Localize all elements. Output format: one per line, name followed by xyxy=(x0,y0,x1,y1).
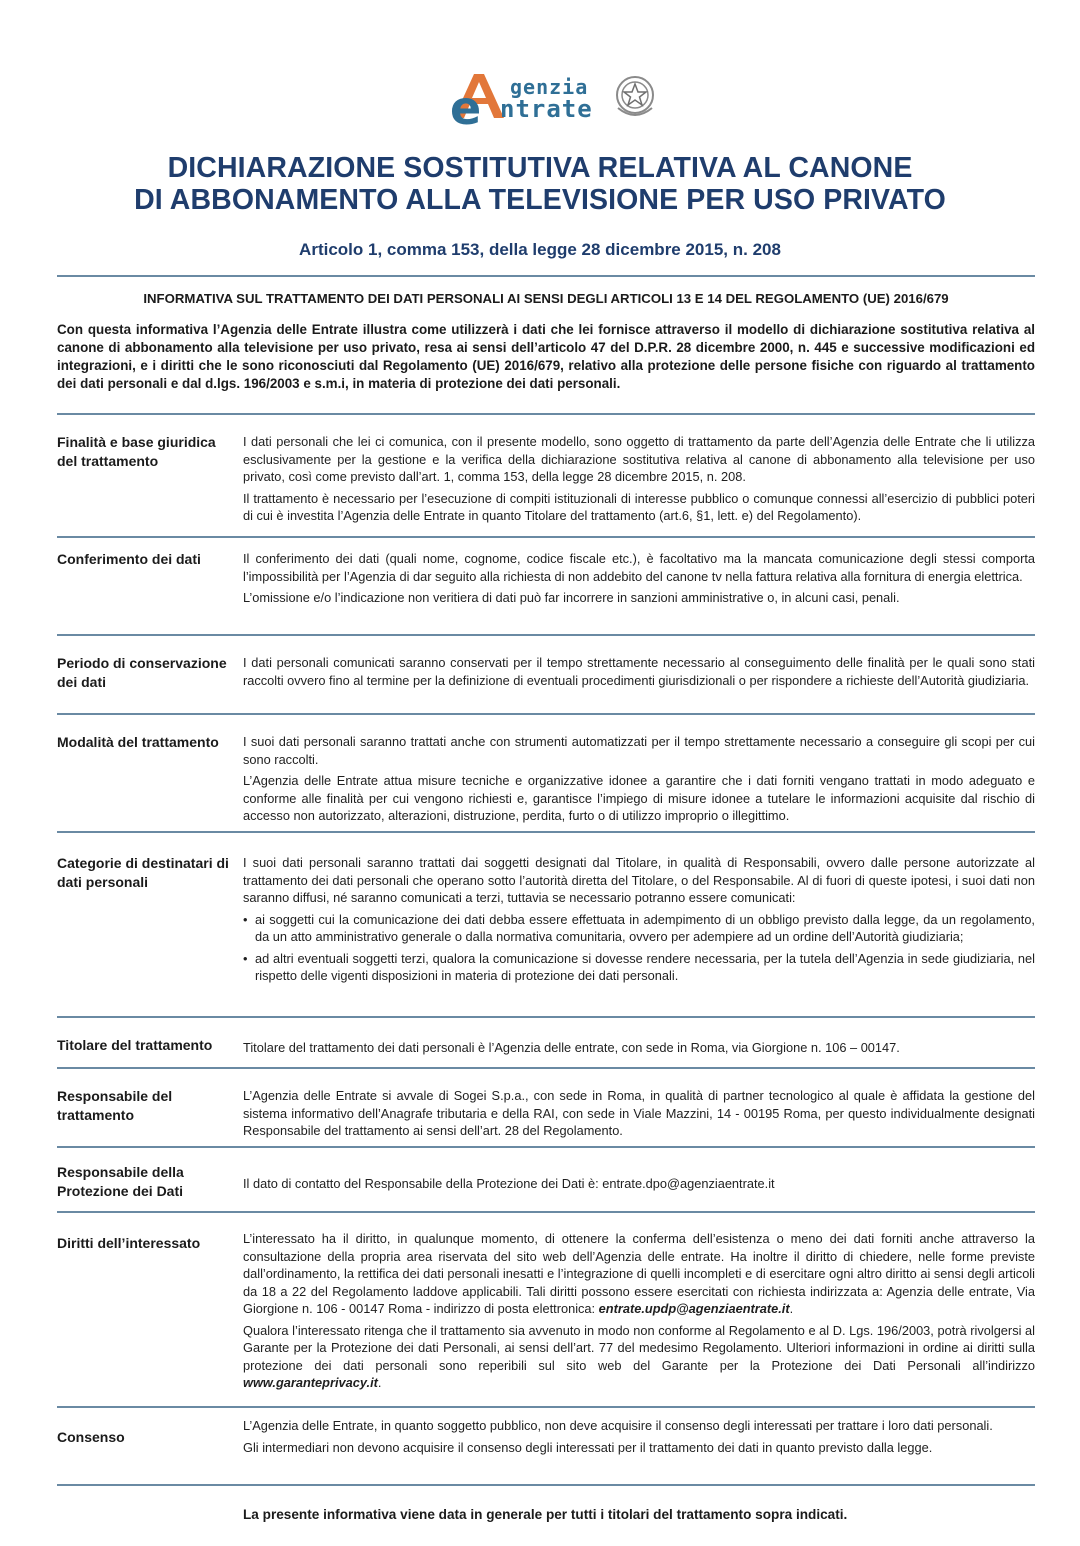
list-item: • ai soggetti cui la comunicazione dei dati debba essere effettuata in adempimento di un obbligo previsto dalla legge, da un regolamento, da un atto amministrativo generale o dalla normativa comunitaria, ovvero per adempiere ad un ordine dell’Autorità giudiziaria; xyxy=(243,911,1035,946)
title-line-2: DI ABBONAMENTO ALLA TELEVISIONE PER USO PRIVATO xyxy=(134,184,946,216)
agenzia-entrate-logo xyxy=(444,70,664,130)
paragraph: L’omissione e/o l’indicazione non veritiera di dati può far incorrere in sanzioni amministrative o, in alcuni casi, penali. xyxy=(243,590,900,605)
divider xyxy=(57,1067,1035,1069)
paragraph: I dati personali comunicati saranno conservati per il tempo strettamente necessario al conseguimento delle finalità per le quali sono stati raccolti ovvero fino al termine per la definizione di eventuali procedimenti giurisdizionali o per rispondere a richieste dell’Autorità giudiziaria. xyxy=(243,655,1035,688)
website-link[interactable]: www.garanteprivacy.it xyxy=(243,1375,378,1390)
divider xyxy=(57,831,1035,833)
section-label: Diritti dell’interessato xyxy=(57,1235,201,1251)
paragraph: L’Agenzia delle Entrate attua misure tecniche e organizzative idonee a garantire che i dati forniti vengano trattati in modo adeguato e conforme alle finalità per cui vengono richiesti e, garantisce l’impiego di misure idonee a tutelare le informazioni acquisite dal rischio di accesso non autorizzato, alterazioni, distruzione, perdita, furto o di utilizzo improprio o illegittimo. xyxy=(243,773,1035,823)
paragraph: Il conferimento dei dati (quali nome, cognome, codice fiscale etc.), è facoltativo ma la mancata comunicazione degli stessi comporta l’impossibilità per l’Agenzia di dar seguito alla richiesta di non addebito del canone tv nella fattura relativa alla fornitura di energia elettrica. xyxy=(243,551,1035,584)
section-content xyxy=(243,1230,1035,1396)
section-label: Titolare del trattamento xyxy=(57,1037,213,1053)
logo-line-1: genzia xyxy=(510,75,589,99)
paragraph xyxy=(243,1322,1035,1392)
paragraph: I suoi dati personali saranno trattati dai soggetti designati dal Titolare, in qualità di Responsabili, ovvero dalle persone autorizzate al trattamento dei dati personali che operano sotto l’autorità diretta del Titolare, o del Responsabile. Al di fuori di queste ipotesi, i suoi dati non saranno diffusi, né saranno comunicati a terzi, tuttavia se necessario potranno essere comunicati: xyxy=(243,855,1035,905)
paragraph: I dati personali che lei ci comunica, con il presente modello, sono oggetto di trattamento da parte dell’Agenzia delle Entrate che li utilizza esclusivamente per la gestione e la verifica della dichiarazione sostitutiva relativa al canone di abbonamento alla televisione per uso privato, così come previsto dall’art. 1, comma 153, della legge 28 dicembre 2015, n. 208. xyxy=(243,434,1035,484)
section-label: Consenso xyxy=(57,1429,125,1445)
divider xyxy=(57,634,1035,636)
title-line-1: DICHIARAZIONE SOSTITUTIVA RELATIVA AL CANONE xyxy=(167,152,913,184)
paragraph-end: . xyxy=(377,1375,382,1390)
divider xyxy=(57,1211,1035,1213)
paragraph: Gli intermediari non devono acquisire il consenso degli interessati per il trattamento dei dati in quanto previsto dalla legge. xyxy=(243,1439,933,1455)
section-content xyxy=(243,1175,1035,1197)
section-content xyxy=(243,733,1035,829)
section-label: Finalità e base giuridica del trattamento xyxy=(57,434,216,469)
informativa-intro: Con questa informativa l’Agenzia delle Entrate illustra come utilizzerà i dati che lei fornisce attraverso il modello di dichiarazione sostitutiva relativa al canone di abbonamento alla televisione per uso privato, resa ai sensi dell’articolo 47 del D.P.R. 28 dicembre 2000, n. 445 e successive modificazioni ed integrazioni, e i diritti che le sono riconosciuti dal Regolamento (UE) 2016/679, relativo alla protezione delle persone fisiche con riguardo al trattamento dei dati personali e dal d.lgs. 196/2003 e s.m.i, in materia di protezione dei dati personali. xyxy=(57,322,1035,391)
email-link[interactable]: entrate.updp@agenziaentrate.it xyxy=(598,1301,790,1316)
bullet-list xyxy=(243,911,1035,985)
section-content xyxy=(243,1417,1035,1460)
divider xyxy=(57,1484,1035,1486)
paragraph-text: Qualora l’interessato ritenga che il trattamento sia avvenuto in modo non conforme al Regolamento e al D. Lgs. 196/2003, potrà rivolgersi al Garante per la Protezione dei dati Personali, ai sensi dell’art. 77 del medesimo Regolamento. Ulteriori informazioni in ordine ai diritti sulla protezione dei dati personali sono reperibili sul sito web del Garante per la Protezione dei Dati Personali all’indirizzo xyxy=(243,1322,1035,1373)
paragraph: I suoi dati personali saranno trattati anche con strumenti automatizzati per il tempo strettamente necessario a conseguire gli scopi per cui sono raccolti. xyxy=(243,734,1035,767)
divider xyxy=(57,713,1035,715)
logo-letter-e: e xyxy=(450,81,482,126)
paragraph: L’Agenzia delle Entrate, in quanto soggetto pubblico, non deve acquisire il consenso degli interessati per trattare i loro dati personali. xyxy=(243,1418,993,1433)
paragraph: Il trattamento è necessario per l’esecuzione di compiti istituzionali di interesse pubblico o comunque connessi all’esercizio di pubblici poteri di cui è investita l’Agenzia delle Entrate in quanto Titolare del trattamento (art.6, §1, lett. e) del Regolamento). xyxy=(243,490,1035,523)
logo-line-2: ntrate xyxy=(500,95,593,123)
list-item: • ad altri eventuali soggetti terzi, qualora la comunicazione si dovesse rendere necessaria, per la tutela dell’Agenzia in sede giudiziaria, nel rispetto delle vigenti disposizioni in materia di protezione dei dati personali. xyxy=(243,950,1035,985)
section-label: Modalità del trattamento xyxy=(57,734,219,750)
divider xyxy=(57,275,1035,277)
divider xyxy=(57,413,1035,415)
paragraph-end: . xyxy=(789,1301,794,1316)
section-content xyxy=(243,654,1035,693)
paragraph: L’Agenzia delle Entrate si avvale di Sogei S.p.a., con sede in Roma, in qualità di partner tecnologico al quale è affidata la gestione del sistema informativo dell’Anagrafe tributaria e della RAI, con sede in Viale Mazzini, 14 - 00195 Roma, per questo individualmente designati Responsabile del trattamento ai sensi dell’art. 28 del Regolamento. xyxy=(243,1088,1035,1138)
paragraph-text: L’interessato ha il diritto, in qualunque momento, di ottenere la conferma dell’esistenza o meno dei dati forniti anche attraverso la consultazione della propria area riservata del sito web dell’Agenzia delle entrate. Ha inoltre il diritto di chiedere, nelle forme previste dall’ordinamento, la rettifica dei dati personali inesatti e l’integrazione di quelli incompleti e di esercitare ogni altro diritto ai sensi degli articoli da 18 a 22 del Regolamento laddove applicabili. Tali diritti possono essere esercitati con richiesta indirizzata a: Agenzia delle entrate, Via Giorgione n. 106 - 00147 Roma - indirizzo di posta elettronica: xyxy=(243,1231,1035,1316)
section-content xyxy=(243,1087,1035,1144)
section-content xyxy=(243,854,1035,989)
divider xyxy=(57,1146,1035,1148)
divider xyxy=(57,1406,1035,1408)
divider xyxy=(57,536,1035,538)
italian-emblem-icon xyxy=(612,72,658,122)
divider xyxy=(57,1016,1035,1018)
document-subtitle: Articolo 1, comma 153, della legge 28 dicembre 2015, n. 208 xyxy=(299,240,781,259)
section-content xyxy=(243,1039,1035,1061)
section-label: Periodo di conservazione dei dati xyxy=(57,655,227,690)
section-label: Conferimento dei dati xyxy=(57,551,201,567)
section-content xyxy=(243,550,1035,611)
document-title xyxy=(60,152,1020,216)
footer-note: La presente informativa viene data in generale per tutti i titolari del trattamento sopra indicati. xyxy=(243,1507,848,1522)
section-label: Responsabile della Protezione dei Dati xyxy=(57,1164,184,1199)
paragraph: Il dato di contatto del Responsabile della Protezione dei Dati è: entrate.dpo@agenziaentrate.it xyxy=(243,1176,775,1191)
informativa-title: INFORMATIVA SUL TRATTAMENTO DEI DATI PERSONALI AI SENSI DEGLI ARTICOLI 13 E 14 DEL REGOLAMENTO (UE) 2016/679 xyxy=(143,291,949,306)
logo-wordmark xyxy=(488,75,593,123)
section-label: Categorie di destinatari di dati personali xyxy=(57,855,229,890)
paragraph xyxy=(243,1230,1035,1318)
paragraph: Titolare del trattamento dei dati personali è l’Agenzia delle entrate, con sede in Roma, via Giorgione n. 106 – 00147. xyxy=(243,1040,900,1055)
section-label: Responsabile del trattamento xyxy=(57,1088,173,1123)
section-content xyxy=(243,433,1035,529)
